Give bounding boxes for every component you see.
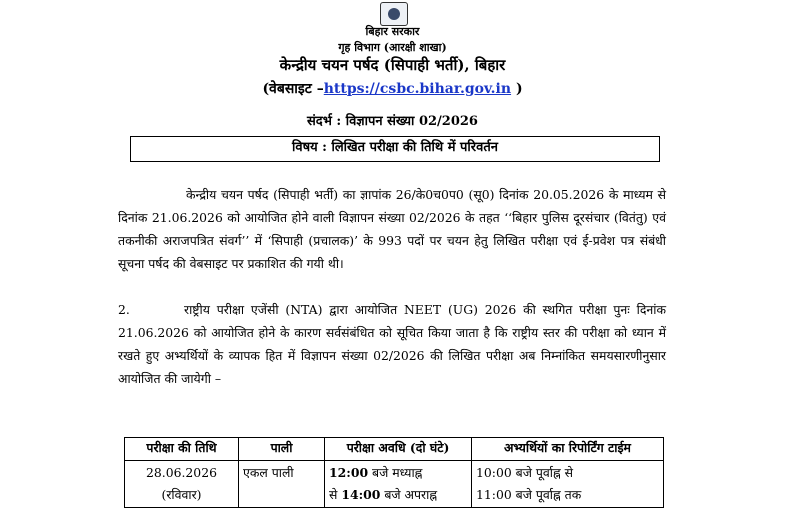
table-header-row [125, 438, 664, 461]
end-time-prefix: से [329, 487, 342, 502]
start-time: 12:00 [329, 465, 369, 480]
website-prefix: (वेबसाइट – [262, 81, 324, 97]
website-line [0, 79, 785, 98]
reporting-from: 10:00 बजे पूर्वाह्न से [476, 465, 574, 480]
website-suffix: ) [515, 81, 523, 97]
department-name: गृह विभाग (आरक्षी शाखा) [338, 41, 447, 54]
header-reporting-time: अभ्यर्थियों का रिपोर्टिंग टाईम [472, 438, 664, 461]
bihar-government-emblem-icon [380, 2, 408, 26]
header-duration: परीक्षा अवधि (दो घंटे) [325, 438, 472, 461]
subject-box: विषय : लिखित परीक्षा की तिथि में परिवर्तन [130, 136, 660, 162]
table-row [125, 461, 664, 508]
cell-duration [325, 461, 472, 508]
cell-reporting [472, 461, 664, 508]
website-link[interactable]: https://csbc.bihar.gov.in [323, 81, 512, 97]
cell-date [125, 461, 239, 508]
exam-date: 28.06.2026 [146, 465, 217, 480]
paragraph-2-number: 2. [118, 302, 130, 317]
government-name: बिहार सरकार [365, 25, 420, 38]
paragraph-2-text: राष्ट्रीय परीक्षा एजेंसी (NTA) द्वारा आयोजित NEET (UG) 2026 की स्थगित परीक्षा पुनः दिनांक 21.06.2026 को आयोजित होने के कारण सर्वसंबंधित को सूचित किया जाता है कि राष्ट्रीय स्तर की परीक्षा को ध्यान में रखते हुए अभ्यर्थियों के व्यापक हित में विज्ञापन संख्या 02/2026 की लिखित परीक्षा अब निम्नांकित समयसारणीनुसार आयोजित की जायेगी – [118, 302, 666, 386]
paragraph-2 [118, 298, 666, 390]
header-shift: पाली [239, 438, 325, 461]
end-time: 14:00 [341, 487, 381, 502]
reference-line: संदर्भ : विज्ञापन संख्या 02/2026 [307, 114, 478, 129]
exam-schedule-table [124, 437, 664, 508]
cell-shift: एकल पाली [239, 461, 325, 508]
paragraph-1: केन्द्रीय चयन पर्षद (सिपाही भर्ती) का ज्ञापांक 26/के0च0प0 (सू0) दिनांक 20.05.2026 के माध्यम से दिनांक 21.06.2026 को आयोजित होने वाली विज्ञापन संख्या 02/2026 के तहत ‘‘बिहार पुलिस दूरसंचार (वितंतु) एवं तकनीकी अराजपत्रित संवर्ग’’ में ‘सिपाही (प्रचालक)’ के 993 पदों पर चयन हेतु लिखित परीक्षा एवं ई-प्रवेश पत्र संबंधी सूचना पर्षद की वेबसाइट पर प्रकाशित की गयी थी। [118, 187, 666, 271]
end-time-label: बजे अपराह्न [380, 487, 438, 502]
exam-day: (रविवार) [161, 487, 202, 502]
header-exam-date: परीक्षा की तिथि [125, 438, 239, 461]
reporting-to: 11:00 बजे पूर्वाह्न तक [476, 487, 582, 502]
start-time-label: बजे मध्याह्न [368, 465, 423, 480]
board-title: केन्द्रीय चयन पर्षद (सिपाही भर्ती), बिहार [279, 56, 506, 74]
